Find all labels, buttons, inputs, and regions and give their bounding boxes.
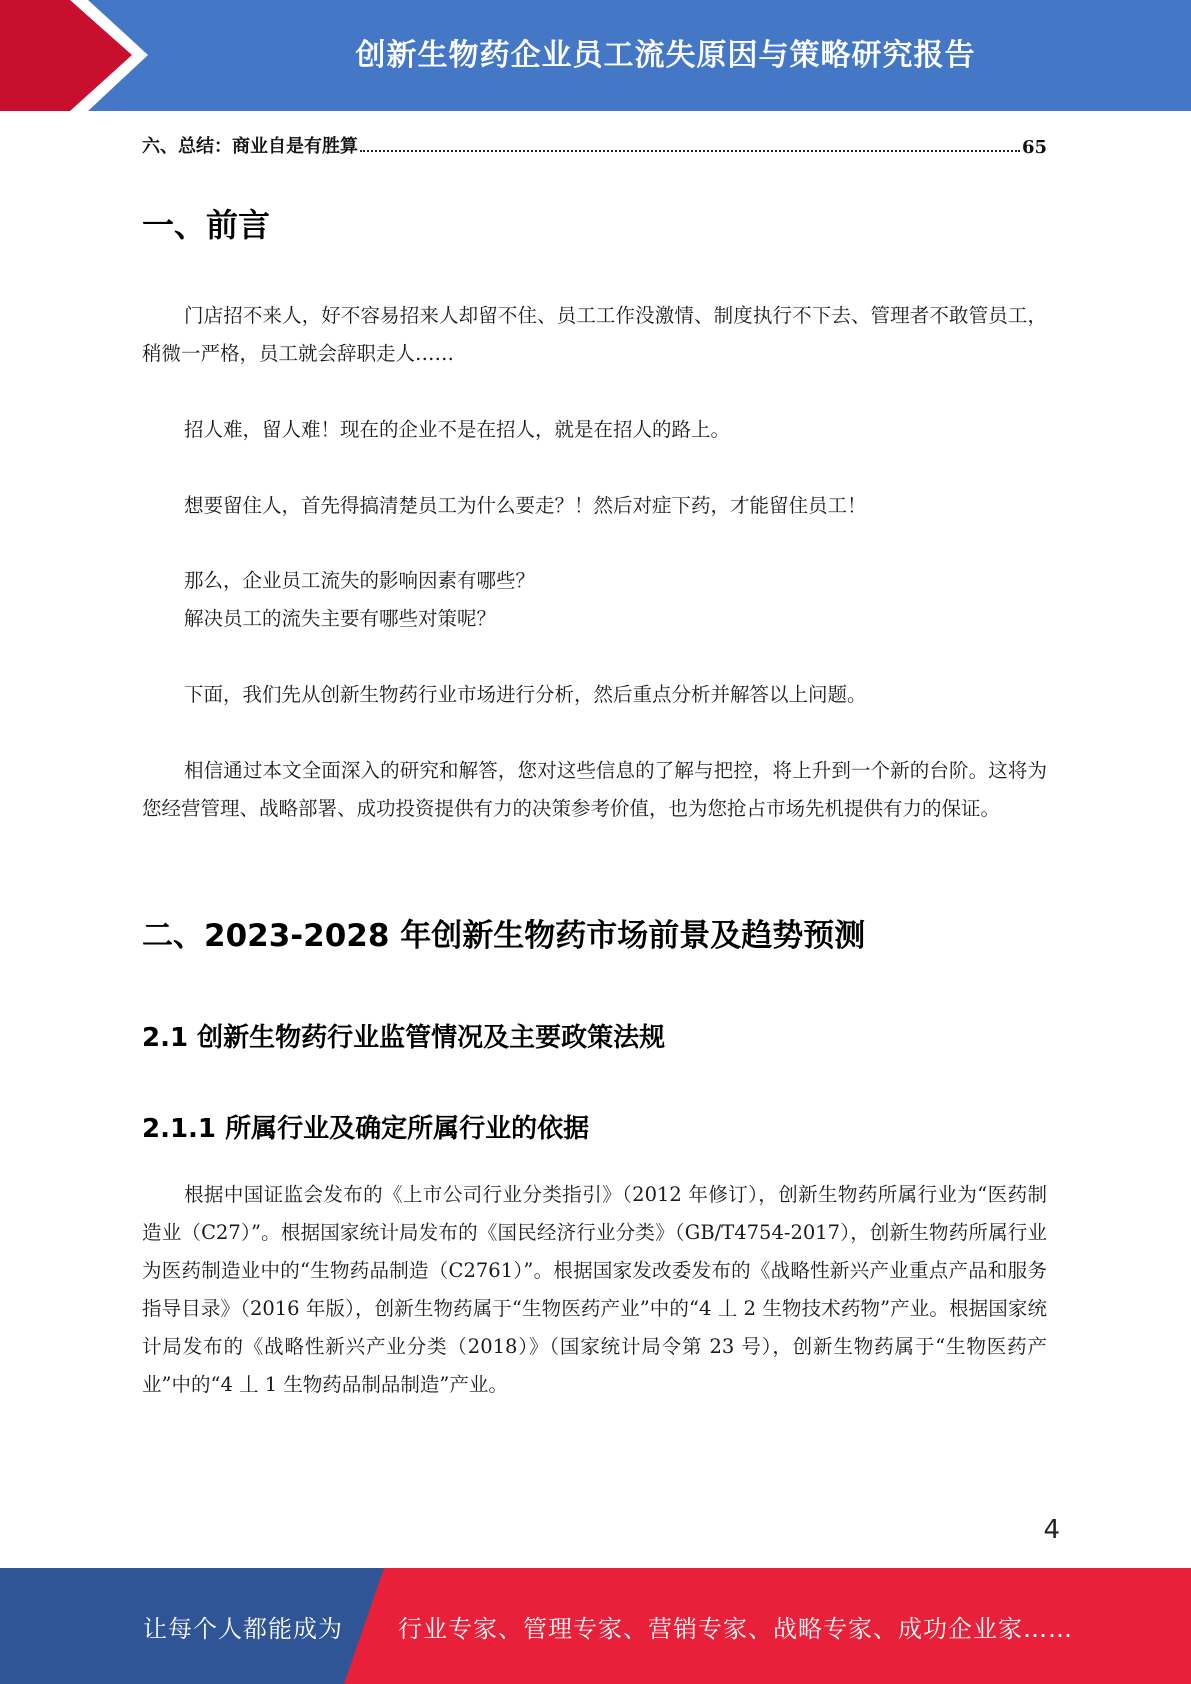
paragraph: 想要留住人，首先得搞清楚员工为什么要走？！然后对症下药，才能留住员工！: [184, 494, 867, 517]
header-arrow-graphic: [0, 0, 160, 111]
paragraph: 招人难，留人难！现在的企业不是在招人，就是在招人的路上。: [184, 418, 731, 441]
toc-entry[interactable]: [142, 130, 1047, 158]
paragraph: 门店招不来人，好不容易招来人却留不住、员工工作没激情、制度执行不下去、管理者不敢管员工，稍微一严格，员工就会辞职走人……: [142, 304, 1047, 365]
subsection-heading-2-1-1: 2.1.1 所属行业及确定所属行业的依据: [142, 1114, 590, 1144]
footer-slogan-left: 让每个人都能成为: [143, 1614, 343, 1643]
report-title: 创新生物药企业员工流失原因与策略研究报告: [355, 38, 976, 73]
paragraph: 相信通过本文全面深入的研究和解答，您对这些信息的了解与把控，将上升到一个新的台阶。这将为您经营管理、战略部署、成功投资提供有力的决策参考价值，也为您抢占市场先机提供有力的保证。: [142, 759, 1047, 820]
header-arrow-red: [0, 0, 132, 111]
footer-slogan-right: 行业专家、管理专家、营销专家、战略专家、成功企业家……: [398, 1614, 1073, 1643]
paragraph: 解决员工的流失主要有哪些对策呢？: [184, 607, 497, 630]
paragraph: 下面，我们先从创新生物药行业市场进行分析，然后重点分析并解答以上问题。: [184, 683, 867, 706]
footer-band: [0, 1568, 1191, 1684]
toc-entry-page: 65: [1021, 137, 1047, 158]
header-band: [0, 0, 1191, 111]
section-heading-preface: 一、前言: [142, 206, 271, 244]
section-heading-market: 二、2023-2028 年创新生物药市场前景及趋势预测: [142, 918, 866, 954]
paragraph: 那么，企业员工流失的影响因素有哪些？: [184, 569, 536, 592]
toc-entry-label: 六、总结：商业自是有胜算: [142, 136, 358, 157]
paragraph: 根据中国证监会发布的《上市公司行业分类指引》（2012 年修订），创新生物药所属行业为“医药制造业（C27）”。根据国家统计局发布的《国民经济行业分类》（GB/T4754-2017），创新生物药所属行业为医药制造业中的“生物药品制造（C2761）”。根据国家发改委发布的《战略性新兴产业重点产品和服务指导目录》（2016 年版），创新生物药属于“生物医药产业”中的“4 丄 2 生物技术药物”产业。根据国家统计局发布的《战略性新兴产业分类（2018）》（国家统计局令第 23 号），创新生物药属于“生物医药产业”中的“4 丄 1 生物药品制品制造”产业。: [142, 1183, 1047, 1396]
toc-leader-dots: [360, 150, 1020, 152]
subsection-heading-2-1: 2.1 创新生物药行业监管情况及主要政策法规: [142, 1023, 666, 1053]
page-number: 4: [1043, 1515, 1060, 1545]
